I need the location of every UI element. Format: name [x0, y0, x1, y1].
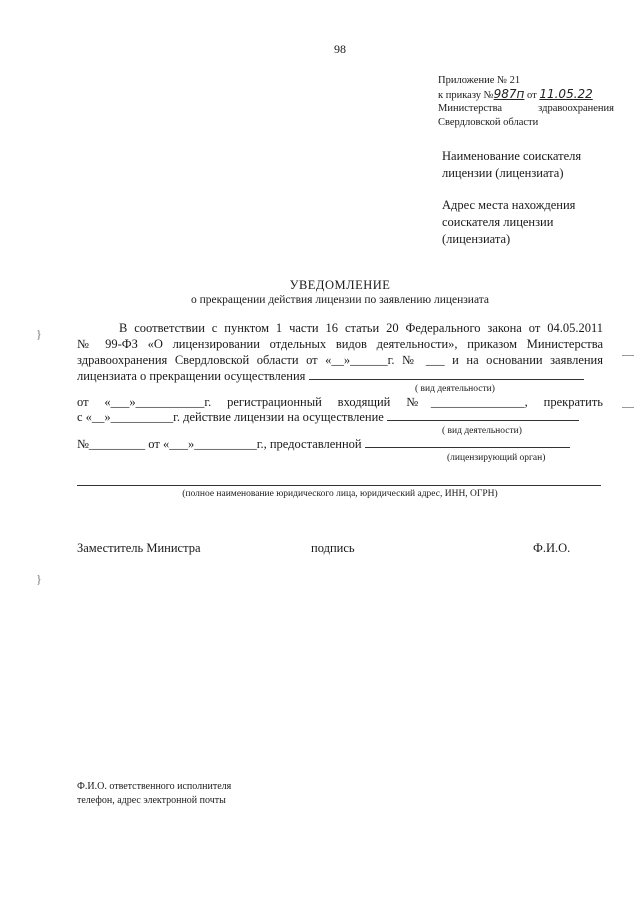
- appendix-title: Приложение № 21: [438, 75, 521, 86]
- caption-activity-2: ( вид деятельности): [442, 426, 522, 436]
- body-line-7: №_________ от «___»__________г., предоставленной: [77, 437, 603, 453]
- applicant-block: [442, 148, 622, 263]
- signature-position: Заместитель Министра: [77, 541, 201, 555]
- caption-authority: (лицензирующий орган): [447, 453, 546, 463]
- document-subtitle: о прекращении действия лицензии по заявлению лицензиата: [190, 294, 490, 306]
- footer-executor: Ф.И.О. ответственного исполнителя: [77, 781, 232, 792]
- signature-fio: Ф.И.О.: [533, 541, 571, 555]
- appendix-region: Свердловской области: [438, 116, 539, 128]
- body-line-2: № 99-ФЗ «О лицензировании отдельных видов деятельности», приказом Министерства: [77, 337, 603, 351]
- authority-fill-line: [365, 447, 570, 448]
- margin-mark-bottom: }: [36, 572, 42, 586]
- body-line-3: здравоохранения Свердловской области от «__»______г. № ___ и на основании заявления: [77, 353, 603, 367]
- footer-block: [77, 780, 231, 808]
- footer-contact: телефон, адрес электронной почты: [77, 795, 226, 806]
- appendix-block: [438, 74, 614, 129]
- signature-sign: подпись: [311, 541, 355, 555]
- page-number: 98: [334, 42, 346, 56]
- appendix-ministry: Министерства здравоохранения: [438, 103, 614, 114]
- order-date-handwritten: 11.05.22: [539, 86, 593, 101]
- margin-dash-right: [622, 355, 634, 356]
- activity-fill-line: [309, 379, 584, 380]
- body-line-6: с «__»__________г. действие лицензии на осуществление: [77, 410, 603, 426]
- appendix-order: к приказу №987п от 11.05.22: [438, 86, 593, 101]
- order-number-handwritten: 987п: [493, 86, 525, 101]
- document-title: УВЕДОМЛЕНИЕ: [289, 278, 391, 292]
- margin-dash-right-2: [622, 407, 634, 408]
- margin-mark-top: }: [36, 327, 42, 341]
- applicant-name-label: Наименование соискателя лицензии (лицензиата): [442, 149, 582, 180]
- entity-fill-line: [77, 485, 601, 486]
- body-line-4: лицензиата о прекращении осуществления: [77, 369, 603, 385]
- body-line-1: В соответствии с пунктом 1 части 16 статьи 20 Федерального закона от 04.05.2011: [119, 321, 603, 335]
- caption-activity: ( вид деятельности): [415, 384, 495, 394]
- body-line-5: от «___»___________г. регистрационный входящий №_______________, прекратить: [77, 395, 603, 409]
- activity-fill-line-2: [387, 420, 579, 421]
- applicant-address-label: Адрес места нахождения соискателя лицензии (лицензиата): [442, 198, 576, 246]
- caption-entity: (полное наименование юридического лица, юридический адрес, ИНН, ОГРН): [182, 489, 498, 499]
